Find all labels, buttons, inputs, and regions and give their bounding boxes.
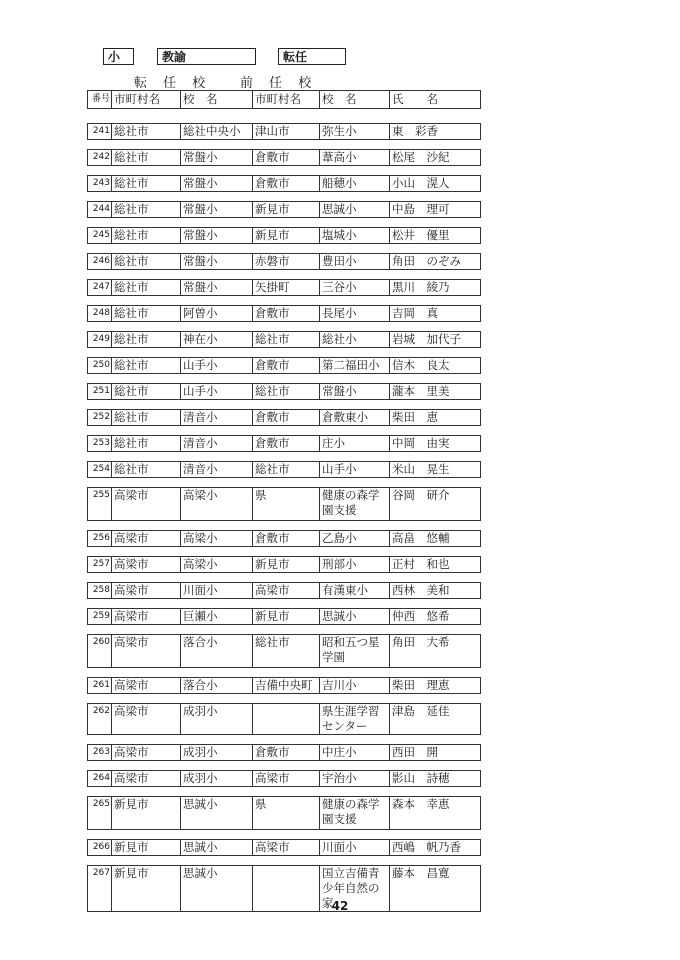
row-number: 264 [87,770,111,787]
new-school: 常盤小 [180,227,252,244]
previous-city: 倉敷市 [252,744,319,761]
teacher-name: 影山 詩穂 [389,770,481,787]
transfer-type-box: 転任 [278,48,346,65]
previous-school: 豊田小 [319,253,389,270]
new-city: 総社市 [111,357,180,374]
transfer-table [87,90,481,912]
teacher-name: 吉岡 真 [389,305,481,322]
new-city: 高梁市 [111,770,180,787]
new-city: 総社市 [111,253,180,270]
row-number: 252 [87,409,111,426]
new-school: 高梁小 [180,556,252,573]
previous-city: 吉備中央町 [252,677,319,694]
new-school: 落合小 [180,677,252,694]
previous-school: 葦高小 [319,149,389,166]
previous-school: 総社小 [319,331,389,348]
previous-school: 三谷小 [319,279,389,296]
previous-school: 県生涯学習センター [319,703,389,735]
teacher-name: 信木 良太 [389,357,481,374]
new-school: 常盤小 [180,279,252,296]
previous-school: 思誠小 [319,608,389,625]
position-box: 教諭 [157,48,256,65]
new-school: 思誠小 [180,796,252,830]
header-name: 氏 名 [389,90,481,109]
new-city: 総社市 [111,331,180,348]
row-number: 259 [87,608,111,625]
table-row [87,227,481,244]
previous-city: 矢掛町 [252,279,319,296]
new-city: 新見市 [111,796,180,830]
table-row [87,744,481,761]
teacher-name: 森本 幸恵 [389,796,481,830]
row-number: 249 [87,331,111,348]
row-number: 255 [87,487,111,521]
previous-city: 津山市 [252,123,319,140]
new-city: 高梁市 [111,744,180,761]
teacher-name: 柴田 理恵 [389,677,481,694]
new-city: 総社市 [111,149,180,166]
table-row [87,608,481,625]
header-row [87,90,481,109]
teacher-name: 津島 延佳 [389,703,481,735]
new-school: 阿曽小 [180,305,252,322]
new-school: 高梁小 [180,530,252,547]
previous-school: 思誠小 [319,201,389,218]
previous-school: 庄小 [319,435,389,452]
new-school: 落合小 [180,634,252,668]
new-school: 総社中央小 [180,123,252,140]
new-city: 高梁市 [111,634,180,668]
teacher-name: 瀧本 里美 [389,383,481,400]
previous-school: 刑部小 [319,556,389,573]
previous-school: 第二福田小 [319,357,389,374]
new-school: 神在小 [180,331,252,348]
new-city: 総社市 [111,409,180,426]
teacher-name: 岩城 加代子 [389,331,481,348]
new-school: 思誠小 [180,839,252,856]
previous-school: 有漢東小 [319,582,389,599]
row-number: 242 [87,149,111,166]
teacher-name: 柴田 恵 [389,409,481,426]
row-number: 248 [87,305,111,322]
table-row [87,409,481,426]
previous-city: 総社市 [252,383,319,400]
new-school: 常盤小 [180,175,252,192]
header-new-city: 市町村名 [111,90,180,109]
new-school: 成羽小 [180,703,252,735]
new-city: 総社市 [111,305,180,322]
table-row [87,556,481,573]
previous-school: 船穂小 [319,175,389,192]
previous-city: 倉敷市 [252,409,319,426]
row-number: 251 [87,383,111,400]
row-number: 250 [87,357,111,374]
teacher-name: 角田 のぞみ [389,253,481,270]
teacher-name: 米山 晃生 [389,461,481,478]
table-row [87,305,481,322]
previous-city: 倉敷市 [252,149,319,166]
previous-school: 倉敷東小 [319,409,389,426]
table-row [87,461,481,478]
header-prev-city: 市町村名 [252,90,319,109]
table-row [87,634,481,668]
new-city: 新見市 [111,865,180,912]
row-number: 256 [87,530,111,547]
previous-school: 国立吉備青少年自然の家 [319,865,389,912]
previous-school: 昭和五つ星学園 [319,634,389,668]
row-number: 261 [87,677,111,694]
teacher-name: 藤本 昌寛 [389,865,481,912]
new-school: 清音小 [180,461,252,478]
teacher-name: 中岡 由実 [389,435,481,452]
table-row [87,279,481,296]
previous-school: 吉川小 [319,677,389,694]
teacher-name: 東 彩香 [389,123,481,140]
teacher-name: 正村 和也 [389,556,481,573]
new-school: 清音小 [180,435,252,452]
table-row [87,149,481,166]
teacher-name: 仲西 悠希 [389,608,481,625]
transfer-table-body [87,90,481,912]
table-row [87,582,481,599]
new-city: 高梁市 [111,677,180,694]
row-number: 245 [87,227,111,244]
school-level-box: 小 [103,48,134,65]
new-city: 総社市 [111,279,180,296]
teacher-name: 黒川 綾乃 [389,279,481,296]
new-school: 常盤小 [180,149,252,166]
previous-school: 宇治小 [319,770,389,787]
row-number: 265 [87,796,111,830]
new-school: 常盤小 [180,201,252,218]
new-city: 高梁市 [111,530,180,547]
teacher-name: 西田 開 [389,744,481,761]
row-number: 243 [87,175,111,192]
previous-city: 倉敷市 [252,435,319,452]
previous-city: 県 [252,487,319,521]
previous-city: 倉敷市 [252,175,319,192]
new-school: 清音小 [180,409,252,426]
new-city: 高梁市 [111,556,180,573]
previous-school: 常盤小 [319,383,389,400]
table-row [87,703,481,735]
new-city: 総社市 [111,123,180,140]
previous-city: 赤磐市 [252,253,319,270]
new-city: 総社市 [111,383,180,400]
new-school: 常盤小 [180,253,252,270]
previous-school: 乙島小 [319,530,389,547]
row-number: 247 [87,279,111,296]
previous-city: 新見市 [252,608,319,625]
table-row [87,677,481,694]
teacher-name: 角田 大希 [389,634,481,668]
previous-city: 新見市 [252,227,319,244]
previous-city: 高梁市 [252,582,319,599]
previous-city: 倉敷市 [252,357,319,374]
row-number: 253 [87,435,111,452]
table-row [87,253,481,270]
row-number: 260 [87,634,111,668]
teacher-name: 西嶋 帆乃香 [389,839,481,856]
previous-city: 高梁市 [252,839,319,856]
previous-school: 長尾小 [319,305,389,322]
previous-city: 総社市 [252,331,319,348]
new-city: 高梁市 [111,582,180,599]
table-row [87,839,481,856]
table-row [87,796,481,830]
new-city: 総社市 [111,461,180,478]
header-number: 番号 [87,90,111,109]
teacher-name: 西林 美和 [389,582,481,599]
new-school: 山手小 [180,383,252,400]
teacher-name: 小山 滉人 [389,175,481,192]
table-row [87,123,481,140]
teacher-name: 松井 優里 [389,227,481,244]
table-row [87,435,481,452]
row-number: 244 [87,201,111,218]
new-school-heading: 転 任 校 [134,76,212,91]
table-row [87,331,481,348]
new-school: 山手小 [180,357,252,374]
teacher-name: 中島 理可 [389,201,481,218]
previous-school: 塩城小 [319,227,389,244]
new-city: 総社市 [111,175,180,192]
previous-city: 県 [252,796,319,830]
previous-city [252,703,319,735]
row-number: 258 [87,582,111,599]
new-city: 高梁市 [111,703,180,735]
table-row [87,201,481,218]
row-number: 241 [87,123,111,140]
new-city: 高梁市 [111,608,180,625]
new-school: 思誠小 [180,865,252,912]
table-row [87,175,481,192]
previous-school: 弥生小 [319,123,389,140]
previous-city: 高梁市 [252,770,319,787]
row-number: 254 [87,461,111,478]
new-city: 高梁市 [111,487,180,521]
new-city: 総社市 [111,435,180,452]
previous-school: 健康の森学園支援 [319,796,389,830]
new-city: 新見市 [111,839,180,856]
new-city: 総社市 [111,227,180,244]
previous-school: 健康の森学園支援 [319,487,389,521]
previous-school: 中庄小 [319,744,389,761]
row-number: 257 [87,556,111,573]
previous-city: 新見市 [252,556,319,573]
previous-school-heading: 前 任 校 [240,76,318,91]
previous-school: 川面小 [319,839,389,856]
new-school: 高梁小 [180,487,252,521]
new-school: 成羽小 [180,744,252,761]
previous-city: 新見市 [252,201,319,218]
row-number: 246 [87,253,111,270]
page-number: 42 [331,899,349,913]
row-number: 262 [87,703,111,735]
table-row [87,770,481,787]
previous-city: 倉敷市 [252,530,319,547]
previous-city: 総社市 [252,634,319,668]
row-number: 266 [87,839,111,856]
row-number: 263 [87,744,111,761]
table-row [87,530,481,547]
teacher-name: 高畠 悠輔 [389,530,481,547]
header-new-school: 校 名 [180,90,252,109]
new-school: 巨瀬小 [180,608,252,625]
new-school: 川面小 [180,582,252,599]
previous-city: 総社市 [252,461,319,478]
table-row [87,487,481,521]
row-number: 267 [87,865,111,912]
previous-school: 山手小 [319,461,389,478]
new-city: 総社市 [111,201,180,218]
previous-city: 倉敷市 [252,305,319,322]
teacher-name: 松尾 沙紀 [389,149,481,166]
new-school: 成羽小 [180,770,252,787]
header-prev-school: 校 名 [319,90,389,109]
table-row [87,357,481,374]
teacher-name: 谷岡 研介 [389,487,481,521]
table-row [87,383,481,400]
